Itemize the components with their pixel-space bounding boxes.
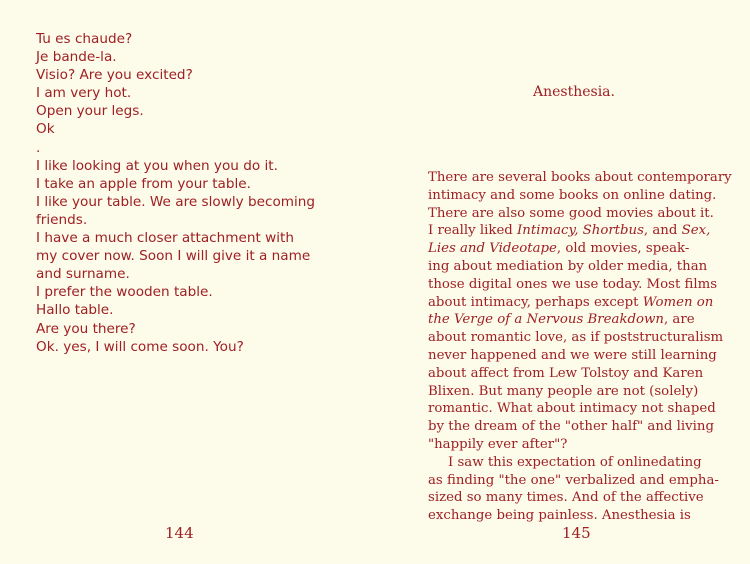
text-line: intimacy and some books on online dating. [428, 187, 717, 203]
chat-line: . [36, 139, 41, 156]
chat-line: Je bande-la. [36, 49, 117, 66]
text-line: about affect from Lew Tolstoy and Karen [428, 365, 704, 381]
text-line: exchange being painless. Anesthesia is [428, 508, 691, 524]
chat-line: I am very hot. [36, 85, 132, 102]
chat-line: friends. [36, 211, 88, 228]
body-text [428, 169, 732, 525]
text-line [428, 222, 720, 240]
chat-line: Open your legs. [36, 103, 144, 120]
text-line [428, 240, 720, 258]
text-run: , are [663, 312, 695, 328]
text-line: by the dream of the "other half" and living [428, 419, 714, 435]
chat-line: Are you there? [36, 320, 136, 337]
text-line: never happened and we were still learning [428, 347, 717, 363]
text-run: about intimacy, perhaps except [428, 294, 643, 310]
page-number: 145 [562, 524, 591, 542]
text-line: as finding "the one" verbalized and empha- [428, 472, 719, 488]
text-line: There are several books about contemporary [428, 170, 732, 185]
text-line: "happily ever after"? [428, 436, 568, 452]
chat-line: I like your table. We are slowly becoming [36, 193, 316, 210]
chat-line: my cover now. Soon I will give it a name [36, 248, 311, 265]
film-title: Sex, [681, 223, 711, 239]
text-line: Blixen. But many people are not (solely) [428, 383, 699, 399]
text-run: I really liked [428, 223, 518, 239]
text-run: , old movies, speak- [556, 241, 690, 257]
film-title: Intimacy, Shortbus [517, 223, 644, 239]
text-line: about romantic love, as if poststructuralism [428, 330, 724, 346]
chat-line: Tu es chaude? [36, 31, 133, 47]
text-line [428, 311, 720, 329]
chat-line: Visio? Are you excited? [36, 67, 193, 84]
film-title: Lies and Videotape [428, 241, 557, 257]
text-line: There are also some good movies about it. [428, 205, 714, 221]
text-run: , and [643, 223, 682, 239]
chat-line: Ok. yes, I will come soon. You? [36, 338, 244, 355]
chat-line: I have a much closer attachment with [36, 230, 294, 247]
chat-transcript [36, 30, 366, 356]
chat-line: Ok [36, 121, 55, 138]
chat-line: I prefer the wooden table. [36, 284, 213, 301]
text-line: ing about mediation by older media, than [428, 258, 708, 274]
film-title: Women on [642, 294, 714, 310]
chat-line: I take an apple from your table. [36, 175, 251, 192]
text-line: sized so many times. And of the affective [428, 490, 704, 506]
film-title: the Verge of a Nervous Breakdown [428, 312, 664, 328]
chat-line: I like looking at you when you do it. [36, 157, 278, 174]
text-line: I saw this expectation of onlinedating [448, 454, 702, 470]
chat-line: and surname. [36, 266, 130, 283]
text-line: romantic. What about intimacy not shaped [428, 401, 716, 417]
chapter-title: Anesthesia. [533, 84, 615, 100]
text-line [428, 294, 720, 312]
page-number: 144 [165, 524, 194, 542]
chat-line: Hallo table. [36, 302, 114, 319]
text-line: those digital ones we use today. Most films [428, 276, 718, 292]
right-page [375, 0, 750, 564]
